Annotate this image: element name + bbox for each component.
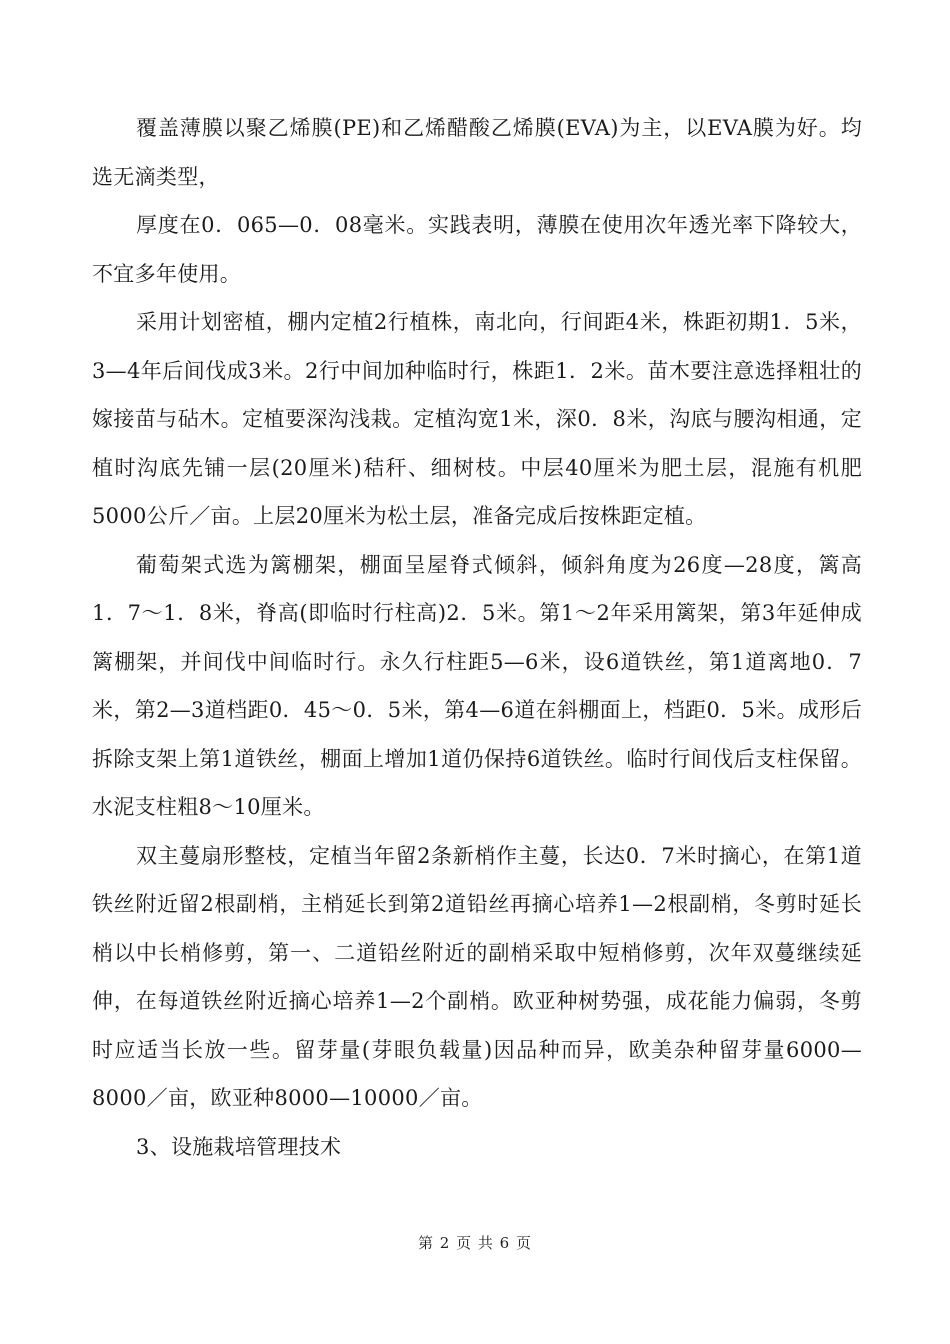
paragraph-planting: 采用计划密植，棚内定植2行植株，南北向，行间距4米，株距初期1．5米，3—4年后间伐成3米。2行中间加种临时行，株距1．2米。苗木要注意选择粗壮的嫁接苗与砧木。定植要深沟浅栽。定植沟宽1米，深0．8米，沟底与腰沟相通，定植时沟底先铺一层(20厘米)秸秆、细树枝。中层40厘米为肥土层，混施有机肥5000公斤／亩。上层20厘米为松土层，准备完成后按株距定植。 xyxy=(92,310,862,528)
section-heading-management: 3、设施栽培管理技术 xyxy=(136,1134,342,1159)
document-body xyxy=(92,104,862,1171)
paragraph-film-type: 覆盖薄膜以聚乙烯膜(PE)和乙烯醋酸乙烯膜(EVA)为主，以EVA膜为好。均选无滴类型， xyxy=(92,116,862,189)
paragraph-film-thickness: 厚度在0．065—0．08毫米。实践表明，薄膜在使用次年透光率下降较大，不宜多年使用。 xyxy=(92,213,862,286)
page-number-footer: 第 2 页 共 6 页 xyxy=(418,1234,532,1252)
paragraph-trellis: 葡萄架式选为篱棚架，棚面呈屋脊式倾斜，倾斜角度为26度—28度，篱高1．7～1．8米，脊高(即临时行柱高)2．5米。第1～2年采用篱架，第3年延伸成篱棚架，并间伐中间临时行。永久行柱距5—6米，设6道铁丝，第1道离地0．7米，第2—3道档距0．45～0．5米，第4—6道在斜棚面上，档距0．5米。成形后拆除支架上第1道铁丝，棚面上增加1道仍保持6道铁丝。临时行间伐后支柱保留。水泥支柱粗8～10厘米。 xyxy=(92,552,862,819)
paragraph-pruning: 双主蔓扇形整枝，定植当年留2条新梢作主蔓，长达0．7米时摘心，在第1道铁丝附近留2根副梢，主梢延长到第2道铅丝再摘心培养1—2根副梢，冬剪时延长梢以中长梢修剪，第一、二道铅丝附近的副梢采取中短梢修剪，次年双蔓继续延伸，在每道铁丝附近摘心培养1—2个副梢。欧亚种树势强，成花能力偏弱，冬剪时应适当长放一些。留芽量(芽眼负载量)因品种而异，欧美杂种留芽量6000—8000／亩，欧亚种8000—10000／亩。 xyxy=(92,843,862,1110)
